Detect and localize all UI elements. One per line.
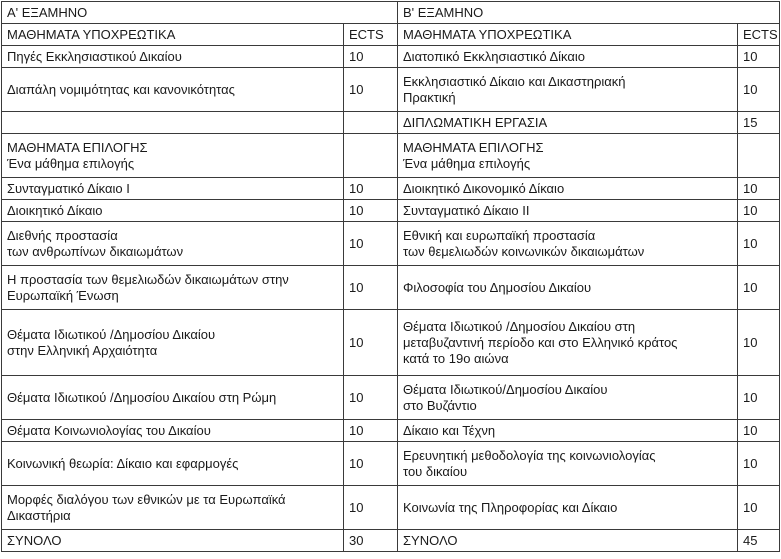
semester-a-title: Α' ΕΞΑΜΗΝΟ <box>2 2 398 24</box>
semester-a-course <box>2 420 344 442</box>
course-name-line: Διοικητικό Δικονομικό Δίκαιο <box>403 180 565 196</box>
semester-a-ects: 10 <box>344 68 398 112</box>
table-row <box>2 222 780 266</box>
course-name-line: Πρακτική <box>403 89 456 105</box>
semester-b-course <box>398 200 738 222</box>
course-name-line: Εθνική και ευρωπαϊκή προστασία <box>403 227 596 243</box>
semester-a-ects: 10 <box>344 222 398 266</box>
semester-a-course <box>2 200 344 222</box>
course-name-line: Συνταγματικό Δίκαιο Ι <box>7 180 130 196</box>
semester-b-ects: 10 <box>738 486 780 530</box>
semester-a-course <box>2 486 344 530</box>
semester-a-course <box>2 68 344 112</box>
semester-b-course <box>398 46 738 68</box>
semester-b-ects: 10 <box>738 222 780 266</box>
semester-b-course <box>398 222 738 266</box>
semester-a-ects: 10 <box>344 376 398 420</box>
semester-a-ects: 10 <box>344 310 398 376</box>
table-row <box>2 200 780 222</box>
course-name-line: Κοινωνία της Πληροφορίας και Δίκαιο <box>403 499 618 515</box>
semester-b-ects-header: ECTS <box>738 24 780 46</box>
course-name-line: ΣΥΝΟΛΟ <box>403 532 458 548</box>
course-name-line: Θέματα Ιδιωτικού /Δημοσίου Δικαίου στη Ρώμη <box>7 389 277 405</box>
semester-a-ects <box>344 112 398 134</box>
semester-b-ects: 10 <box>738 68 780 112</box>
course-name-line: Θέματα Ιδιωτικού/Δημοσίου Δικαίου <box>403 381 608 397</box>
semester-a-ects <box>344 134 398 178</box>
semester-a-total-ects: 30 <box>344 530 398 552</box>
table-row <box>2 46 780 68</box>
total-row <box>2 530 780 552</box>
semester-a-ects: 10 <box>344 420 398 442</box>
course-name-line: των ανθρωπίνων δικαιωμάτων <box>7 243 184 259</box>
semester-a-ects: 10 <box>344 442 398 486</box>
course-name-line: Θέματα Ιδιωτικού /Δημοσίου Δικαίου στη <box>403 318 636 334</box>
semester-a-ects: 10 <box>344 46 398 68</box>
semester-a-ects: 10 <box>344 178 398 200</box>
semester-b-ects: 10 <box>738 46 780 68</box>
semester-b-ects <box>738 134 780 178</box>
table-row <box>2 376 780 420</box>
semester-b-ects: 15 <box>738 112 780 134</box>
table-row <box>2 442 780 486</box>
course-name-line: Φιλοσοφία του Δημοσίου Δικαίου <box>403 279 592 295</box>
semester-b-total-ects: 45 <box>738 530 780 552</box>
course-name-line: Η προστασία των θεμελιωδών δικαιωμάτων στην <box>7 271 289 287</box>
course-name-line: Κοινωνική θεωρία: Δίκαιο και εφαρμογές <box>7 455 239 471</box>
column-header-row <box>2 24 780 46</box>
semester-a-course <box>2 134 344 178</box>
course-name-line <box>7 115 338 131</box>
semester-b-ects: 10 <box>738 178 780 200</box>
course-name-line: Μορφές διαλόγου των εθνικών με τα Ευρωπαϊκά <box>7 491 286 507</box>
semester-a-course <box>2 442 344 486</box>
course-name-line: Ευρωπαϊκή Ένωση <box>7 287 119 303</box>
course-name-line: στο Βυζάντιο <box>403 397 477 413</box>
semester-b-course <box>398 376 738 420</box>
semester-b-title: Β' ΕΞΑΜΗΝΟ <box>398 2 780 24</box>
semester-b-ects: 10 <box>738 310 780 376</box>
course-name-line: Θέματα Κοινωνιολογίας του Δικαίου <box>7 422 211 438</box>
course-name-line: κατά το 19ο αιώνα <box>403 350 509 366</box>
table-row <box>2 266 780 310</box>
course-name-line: Εκκλησιαστικό Δίκαιο και Δικαστηριακή <box>403 73 626 89</box>
semester-b-ects: 10 <box>738 420 780 442</box>
semester-a-course <box>2 46 344 68</box>
semester-a-course <box>2 222 344 266</box>
semester-b-ects: 10 <box>738 266 780 310</box>
course-name-line: Διοικητικό Δίκαιο <box>7 202 103 218</box>
semester-b-course <box>398 178 738 200</box>
semester-a-ects: 10 <box>344 200 398 222</box>
course-name-line: ΜΑΘΗΜΑΤΑ ΕΠΙΛΟΓΗΣ <box>403 139 544 155</box>
course-name-line: Ένα μάθημα επιλογής <box>7 155 135 171</box>
semester-b-ects: 10 <box>738 442 780 486</box>
semester-b-course <box>398 134 738 178</box>
table-body <box>2 2 780 552</box>
course-name-line: Ένα μάθημα επιλογής <box>403 155 531 171</box>
course-name-line: των θεμελιωδών κοινωνικών δικαιωμάτων <box>403 243 645 259</box>
semester-b-ects: 10 <box>738 376 780 420</box>
semester-a-ects: 10 <box>344 266 398 310</box>
curriculum-table <box>1 1 780 552</box>
semester-b-course <box>398 68 738 112</box>
course-name-line: ΔΙΠΛΩΜΑΤΙΚΗ ΕΡΓΑΣΙΑ <box>403 114 548 130</box>
semester-title-row <box>2 2 780 24</box>
course-name-line: Θέματα Ιδιωτικού /Δημοσίου Δικαίου <box>7 326 216 342</box>
table-row <box>2 112 780 134</box>
course-name-line: ΣΥΝΟΛΟ <box>7 532 62 548</box>
semester-a-ects-header: ECTS <box>344 24 398 46</box>
semester-a-course <box>2 112 344 134</box>
semester-b-course <box>398 420 738 442</box>
course-name-line: Συνταγματικό Δίκαιο ΙΙ <box>403 202 530 218</box>
semester-a-total-label <box>2 530 344 552</box>
course-name-line: μεταβυζαντινή περίοδο και στο Ελληνικό κράτος <box>403 334 678 350</box>
course-name-line: ΜΑΘΗΜΑΤΑ ΕΠΙΛΟΓΗΣ <box>7 139 148 155</box>
semester-a-course-header: ΜΑΘΗΜΑΤΑ ΥΠΟΧΡΕΩΤΙΚΑ <box>2 24 344 46</box>
table-row <box>2 178 780 200</box>
semester-b-total-label <box>398 530 738 552</box>
semester-b-course <box>398 112 738 134</box>
table-row <box>2 134 780 178</box>
semester-b-course <box>398 266 738 310</box>
table-row <box>2 310 780 376</box>
course-name-line: Διαπάλη νομιμότητας και κανονικότητας <box>7 81 235 97</box>
course-name-line: Πηγές Εκκλησιαστικού Δικαίου <box>7 48 182 64</box>
course-name-line: Δικαστήρια <box>7 507 71 523</box>
table-row <box>2 68 780 112</box>
course-name-line: Ερευνητική μεθοδολογία της κοινωνιολογίας <box>403 447 656 463</box>
table-row <box>2 420 780 442</box>
course-name-line: στην Ελληνική Αρχαιότητα <box>7 342 158 358</box>
semester-b-course <box>398 442 738 486</box>
semester-b-course <box>398 310 738 376</box>
semester-a-course <box>2 266 344 310</box>
semester-b-ects: 10 <box>738 200 780 222</box>
semester-a-course <box>2 178 344 200</box>
semester-a-ects: 10 <box>344 486 398 530</box>
course-name-line: Δίκαιο και Τέχνη <box>403 422 496 438</box>
semester-a-course <box>2 310 344 376</box>
course-name-line: Διατοπικό Εκκλησιαστικό Δίκαιο <box>403 48 586 64</box>
course-name-line: του δικαίου <box>403 463 468 479</box>
semester-b-course <box>398 486 738 530</box>
semester-a-course <box>2 376 344 420</box>
course-name-line: Διεθνής προστασία <box>7 227 118 243</box>
semester-b-course-header: ΜΑΘΗΜΑΤΑ ΥΠΟΧΡΕΩΤΙΚΑ <box>398 24 738 46</box>
table-row <box>2 486 780 530</box>
